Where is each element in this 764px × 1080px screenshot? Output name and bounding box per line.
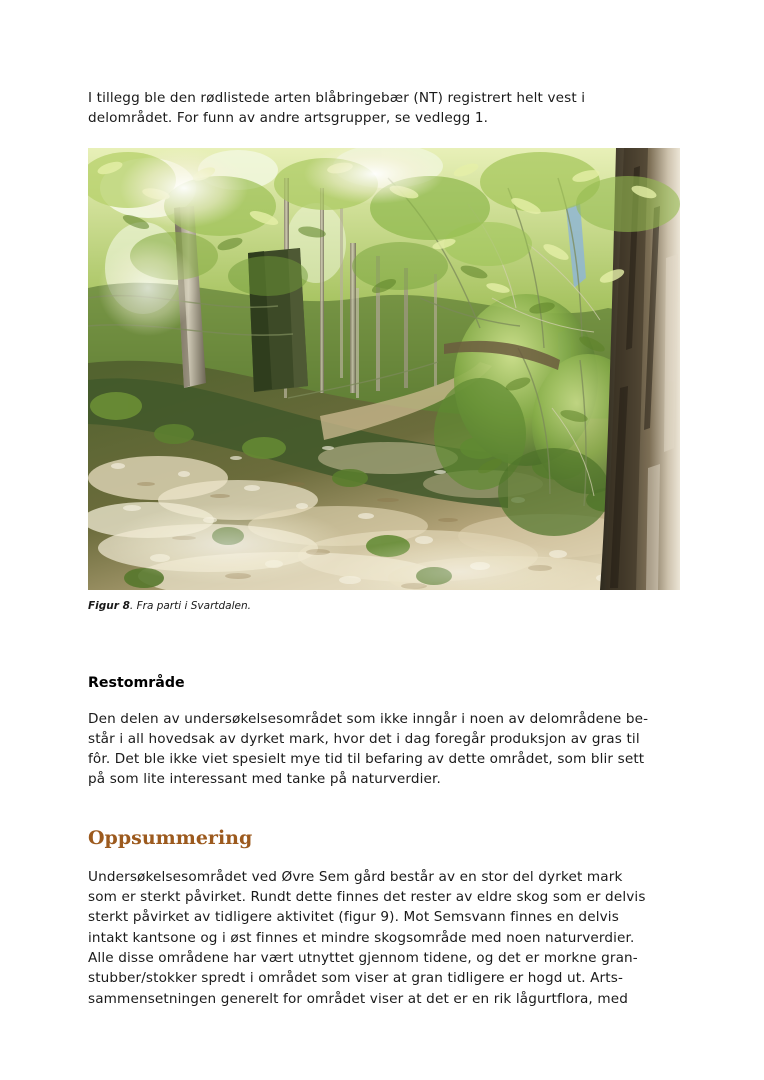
- intro-paragraph-line: delområdet. For funn av andre artsgrupper, se vedlegg 1.: [88, 110, 489, 127]
- figure-8: [88, 148, 680, 613]
- restomrade-paragraph: [88, 709, 680, 790]
- figure-8-photo: [88, 148, 680, 590]
- figure-8-caption-text: . Fra parti i Svartdalen.: [129, 599, 251, 612]
- restomrade-paragraph-line: står i all hovedsak av dyrket mark, hvor det i dag foregår produksjon av gras til: [88, 730, 640, 747]
- oppsummering-paragraph-line: Undersøkelsesområdet ved Øvre Sem gård består av en stor del dyrket mark: [88, 868, 623, 885]
- restomrade-paragraph-line: Den delen av undersøkelsesområdet som ikke inngår i noen av delområdene be-: [88, 710, 649, 727]
- oppsummering-paragraph: [88, 867, 680, 1009]
- intro-paragraph: [88, 88, 680, 129]
- intro-paragraph-line: I tillegg ble den rødlistede arten blåbringebær (NT) registrert helt vest i: [88, 90, 586, 106]
- oppsummering-paragraph-line: stubber/stokker spredt i området som viser at gran tidligere er hogd ut. Arts-: [88, 970, 623, 987]
- restomrade-paragraph-line: på som lite interessant med tanke på naturverdier.: [88, 771, 441, 788]
- figure-8-caption-label: Figur 8: [88, 599, 130, 612]
- oppsummering-paragraph-line: sterkt påvirket av tidligere aktivitet (figur 9). Mot Semsvann finnes en delvis: [88, 909, 619, 926]
- figure-8-caption: [88, 599, 680, 613]
- oppsummering-heading: Oppsummering: [88, 826, 253, 849]
- oppsummering-paragraph-line: sammensetningen generelt for området viser at det er en rik lågurtflora, med: [88, 990, 628, 1007]
- oppsummering-paragraph-line: som er sterkt påvirket. Rundt dette finnes det rester av eldre skog som er delvis: [88, 889, 646, 906]
- oppsummering-paragraph-line: intakt kantsone og i øst finnes et mindre skogsområde med noen naturverdier.: [88, 929, 635, 946]
- page-content-column: [88, 88, 680, 1009]
- restomrade-heading: Restområde: [88, 674, 185, 691]
- forest-photo-illustration: [88, 148, 680, 590]
- restomrade-paragraph-line: fôr. Det ble ikke viet spesielt mye tid til befaring av dette området, som blir sett: [88, 751, 645, 768]
- oppsummering-paragraph-line: Alle disse områdene har vært utnyttet gjennom tidene, og det er morkne gran-: [88, 949, 638, 966]
